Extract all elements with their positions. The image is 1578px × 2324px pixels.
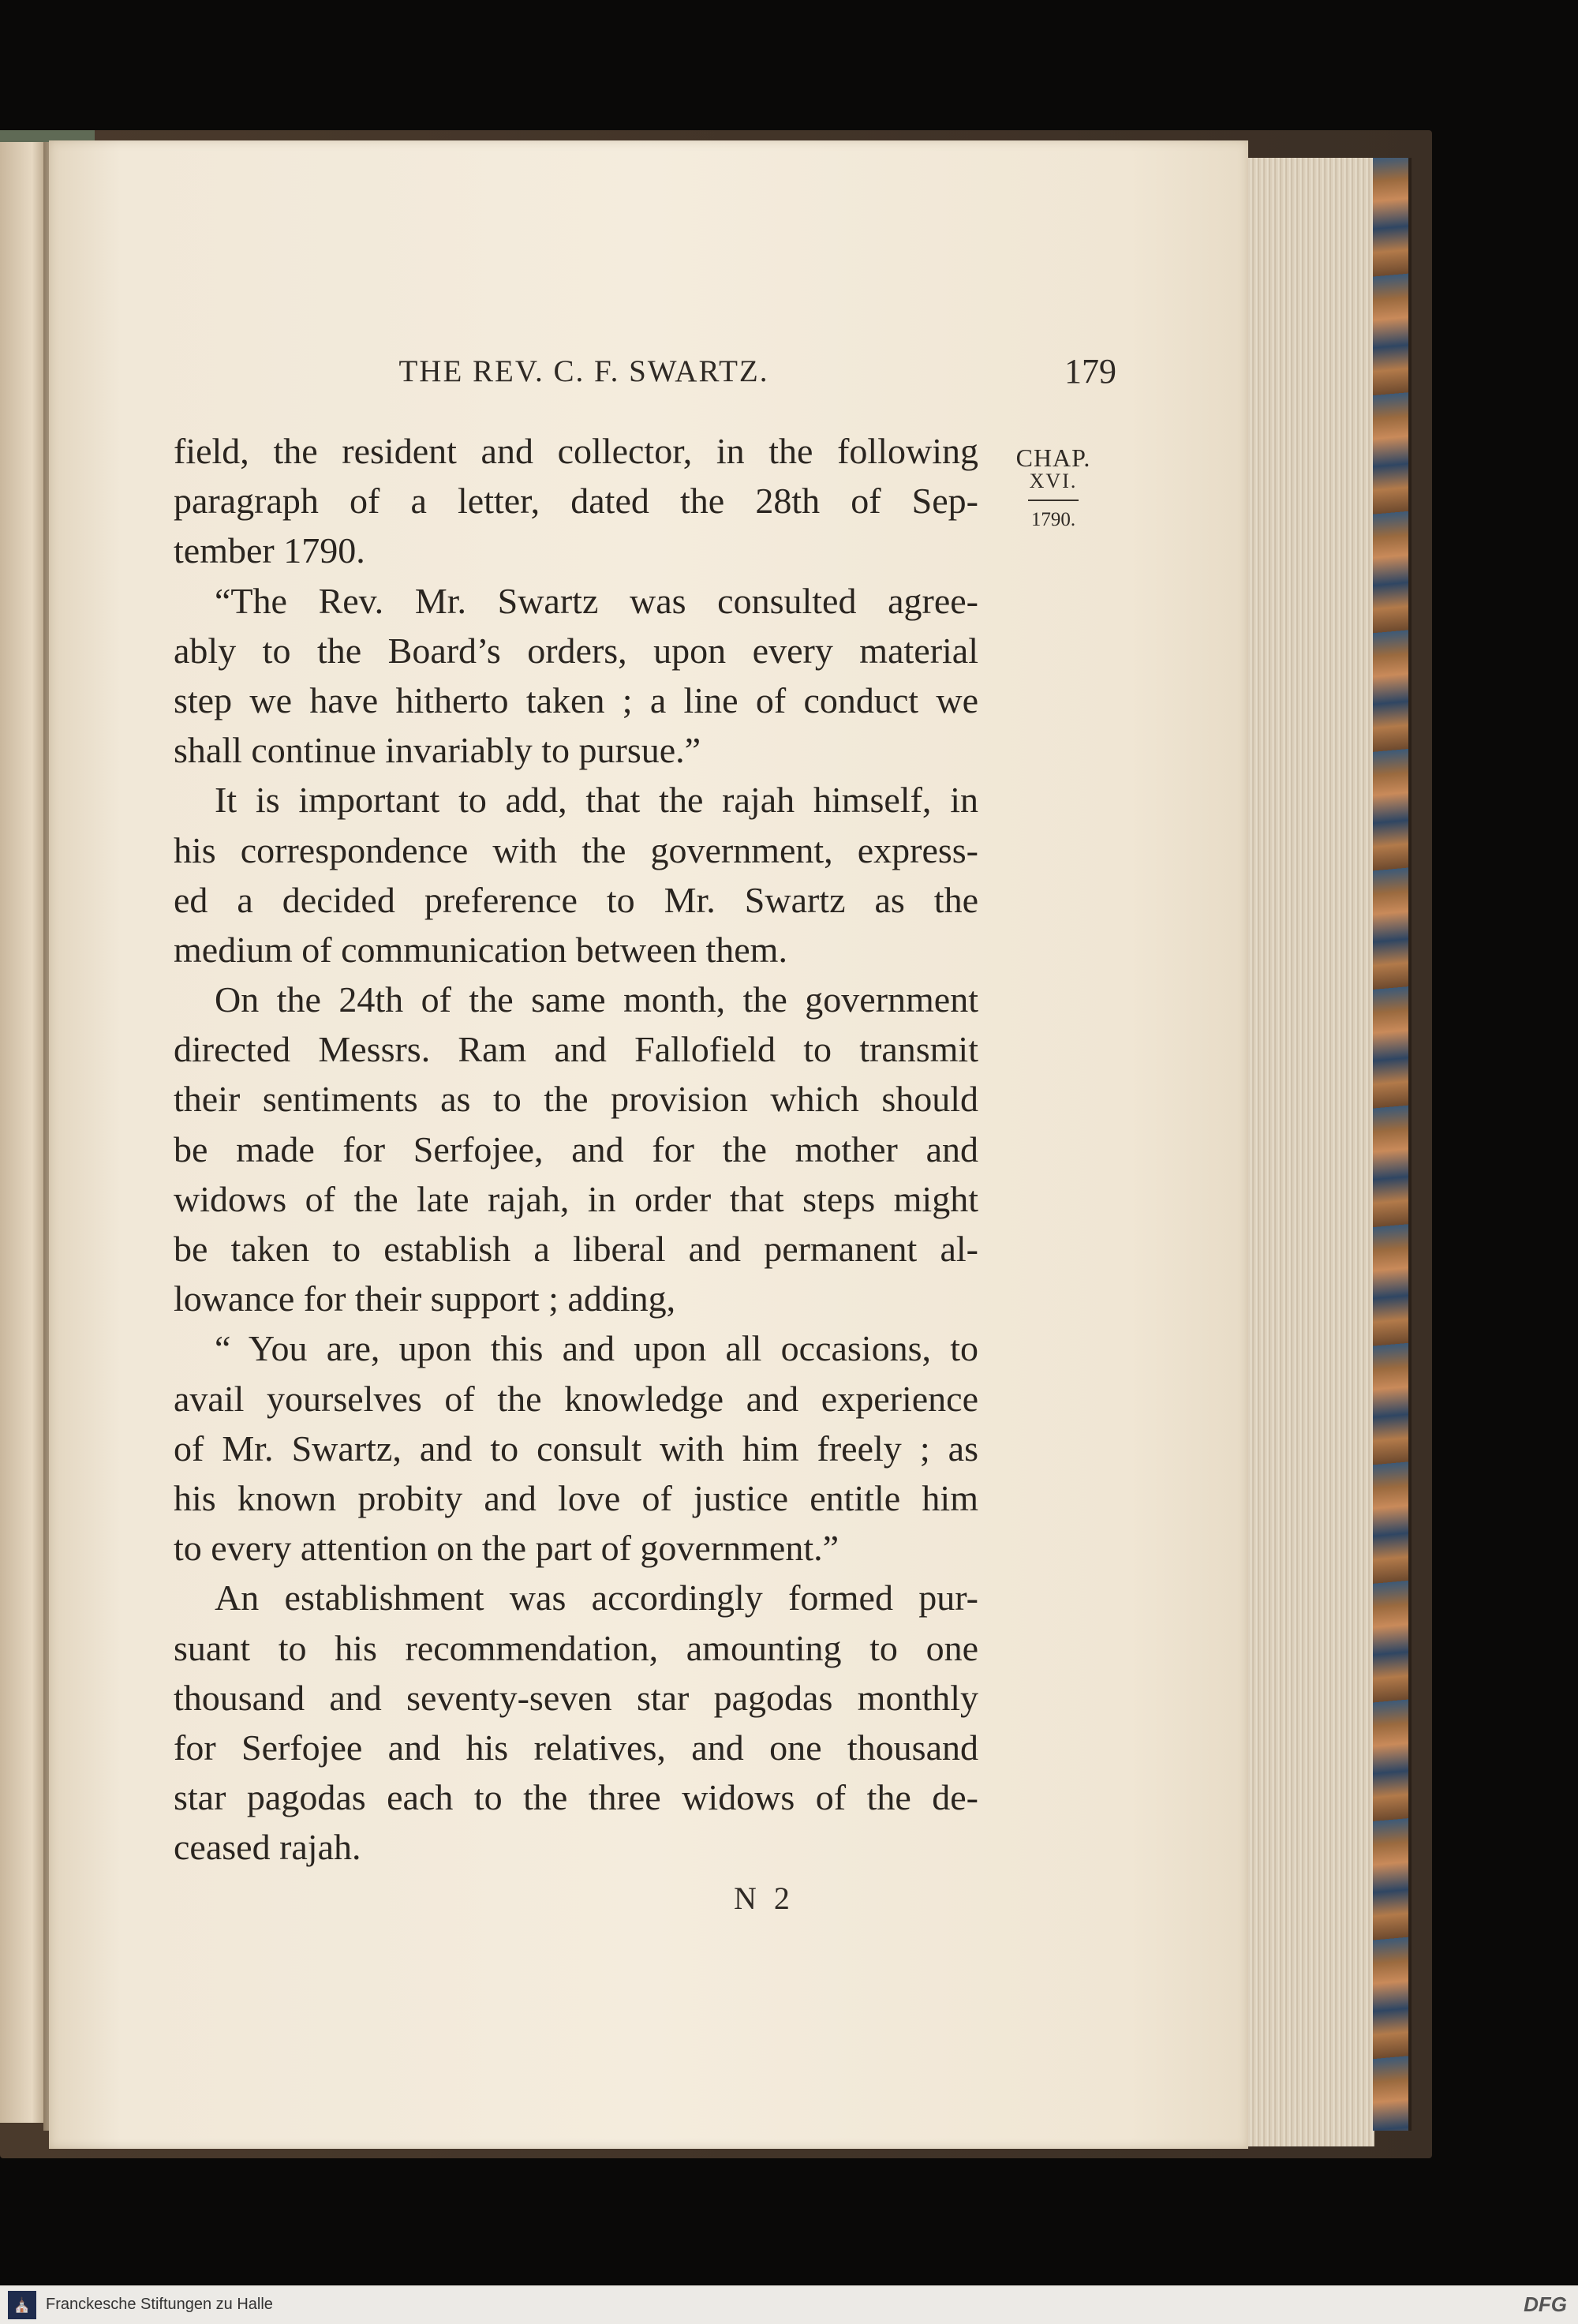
text-line: their sentiments as to the provision which should (174, 1079, 978, 1120)
text-line: of Mr. Swartz, and to consult with him freely ; as (174, 1428, 978, 1469)
body-text (174, 426, 978, 1872)
text-line: ceased rajah. (174, 1827, 361, 1868)
text-line: to every attention on the part of government.” (174, 1528, 839, 1569)
margin-rule (1028, 500, 1079, 501)
page-number: 179 (1064, 352, 1116, 391)
chapter-number: XVI. (1029, 470, 1078, 492)
chapter-label: CHAP. (1015, 443, 1091, 472)
footer-bar (0, 2285, 1578, 2324)
text-line: be taken to establish a liberal and permanent al- (174, 1229, 978, 1269)
text-line: shall continue invariably to pursue.” (174, 730, 701, 771)
text-line: for Serfojee and his relatives, and one thousand (174, 1727, 978, 1768)
signature-mark: N 2 (734, 1881, 795, 1916)
text-line: his known probity and love of justice entitle him (174, 1477, 978, 1518)
margin-note (1006, 443, 1101, 531)
text-line: medium of communication between them. (174, 929, 787, 970)
institution-logo-icon: ⛪ (8, 2291, 36, 2319)
left-page-edge (0, 142, 46, 2123)
text-line: On the 24th of the same month, the government (215, 979, 978, 1020)
text-line: his correspondence with the government, express- (174, 829, 978, 870)
text-line: field, the resident and collector, in the following (174, 431, 978, 471)
text-line: thousand and seventy-seven star pagodas monthly (174, 1677, 978, 1718)
page-edges (1231, 158, 1374, 2146)
text-line: ed a decided preference to Mr. Swartz as the (174, 879, 978, 920)
text-line: star pagodas each to the three widows of the de- (174, 1777, 978, 1818)
footer-institution: Franckesche Stiftungen zu Halle (46, 2296, 273, 2313)
text-line: It is important to add, that the rajah himself, in (215, 780, 978, 821)
text-line: be made for Serfojee, and for the mother and (174, 1128, 978, 1169)
text-line: directed Messrs. Ram and Fallofield to transmit (174, 1029, 978, 1070)
text-line: “ You are, upon this and upon all occasions, to (215, 1328, 978, 1369)
text-line: paragraph of a letter, dated the 28th of Sep- (174, 481, 978, 522)
marbled-edge (1373, 158, 1412, 2131)
text-line: tember 1790. (174, 530, 365, 571)
text-line: An establishment was accordingly formed pur- (215, 1577, 978, 1619)
text-line: lowance for their support ; adding, (174, 1278, 676, 1319)
text-line: “The Rev. Mr. Swartz was consulted agree- (215, 580, 978, 621)
running-title: THE REV. C. F. SWARTZ. (398, 354, 769, 388)
text-line: ably to the Board’s orders, upon every material (174, 630, 978, 671)
text-line: suant to his recommendation, amounting to one (174, 1627, 978, 1668)
text-line: avail yourselves of the knowledge and experience (174, 1378, 978, 1419)
text-line: step we have hitherto taken ; a line of conduct we (174, 679, 978, 720)
dfg-logo: DFG (1524, 2292, 1567, 2316)
text-line: widows of the late rajah, in order that steps might (174, 1178, 978, 1219)
margin-year: 1790. (1030, 509, 1076, 530)
